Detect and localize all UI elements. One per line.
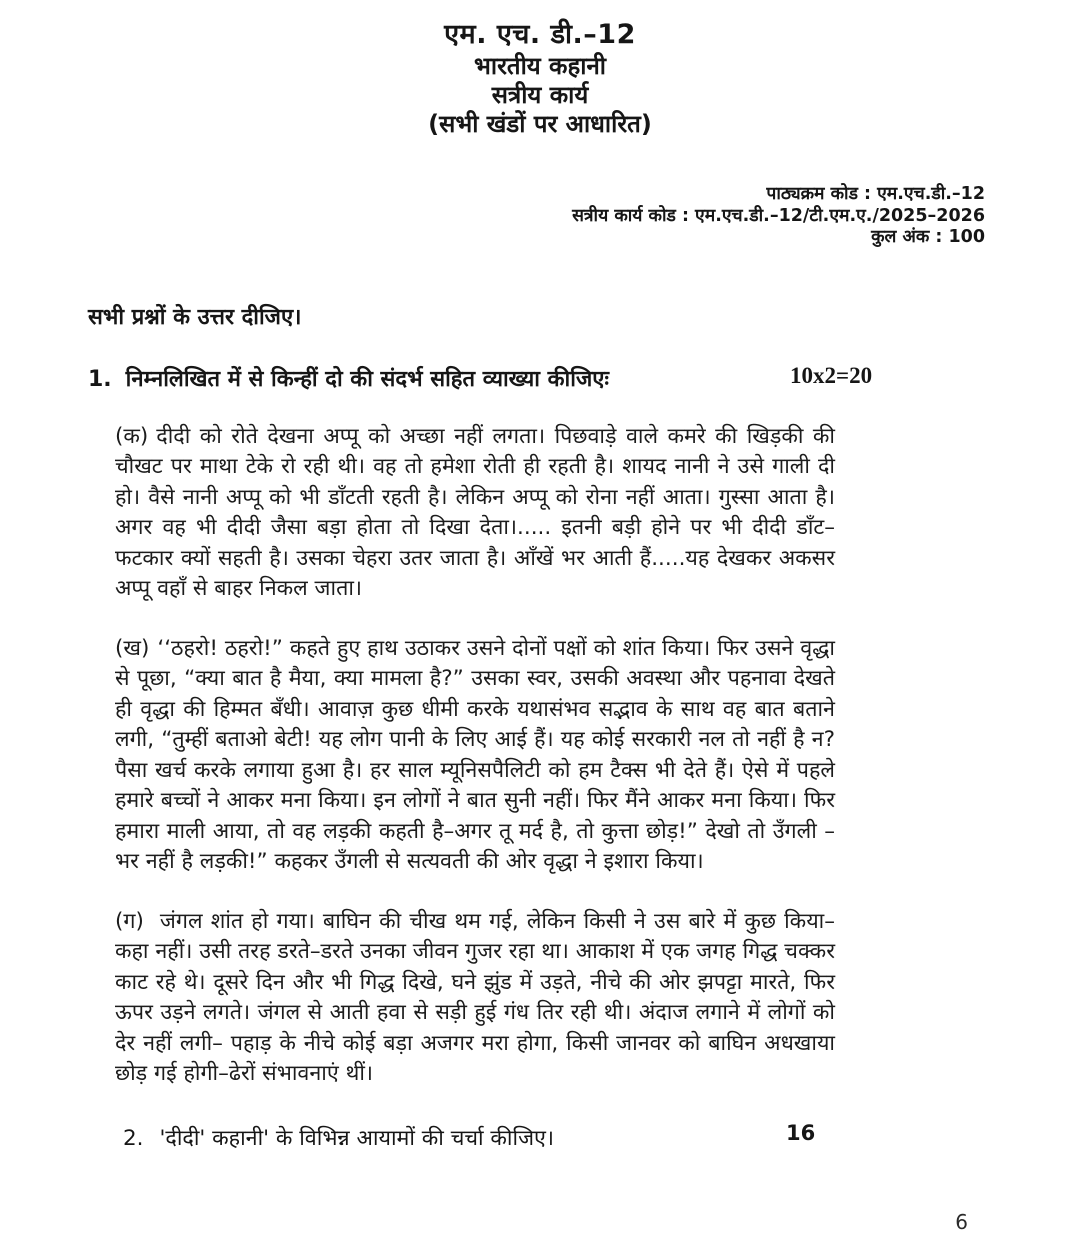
passage-ka-text: दीदी को रोते देखना अप्पू को अच्छा नहीं लगता। पिछवाड़े वाले कमरे की खिड़की की चौखट पर माथा टेके रो रही थी। वह तो हमेशा रोती ही रहती है। शायद नानी ने उसे गाली दी हो। वैसे नानी अप्पू को भी डाँटती रहती है। लेकिन अप्पू को रोना नहीं आता। गुस्सा आता है। अगर वह भी दीदी जैसा बड़ा होता तो दिखा देता।..... इतनी बड़ी होने पर भी दीदी डाँट–फटकार क्यों सहती है। उसका चेहरा उतर जाता है। आँखें भर आती हैं.....यह देखकर अकसर अप्पू वहाँ से बाहर निकल जाता। [115,423,835,601]
question-2-number: 2. [123,1125,144,1151]
passage-ka [115,422,835,605]
course-code-title: एम. एच. डी.–12 [444,19,636,50]
document-header [0,0,1080,139]
question-1-passages [115,422,835,1090]
question-1-marks: 10x2=20 [790,362,873,388]
passage-ga-label: (ग) [115,908,144,934]
page-number: 6 [955,1210,968,1234]
assignment-type: सत्रीय कार्य [491,81,589,109]
passage-kha-label: (ख) [115,635,150,661]
course-code-line: पाठ्यक्रम कोड : एम.एच.डी.–12 [766,184,985,204]
passage-kha [115,634,835,878]
passage-kha-text: ‘‘ठहरो! ठहरो!” कहते हुए हाथ उठाकर उसने दोनों पक्षों को शांत किया। फिर उसने वृद्धा से पूछा, “क्या बात है मैया, क्या मामला है?” उसका स्वर, उसकी अवस्था और पहनावा देखते ही वृद्धा की हिम्मत बँधी। आवाज़ कुछ धीमी करके यथासंभव सद्भाव के साथ वह बात बताने लगी, “तुम्हीं बताओ बेटी! यह लोग पानी के लिए आई हैं। यह कोई सरकारी नल तो नहीं है न? पैसा खर्च करके लगाया हुआ है। हर साल म्यूनिसपैलिटी को हम टैक्स भी देते हैं। ऐसे में पहले हमारे बच्चों ने आकर मना किया। इन लोगों ने बात सुनी नहीं। फिर मैंने आकर मना किया। फिर हमारा माली आया, तो वह लड़की कहती है–अगर तू मर्द है, तो कुत्ता छोड़!” देखो तो उँगली – भर नहीं है लड़की!” कहकर उँगली से सत्यवती की ओर वृद्धा ने इशारा किया। [115,635,835,874]
passage-ga [115,907,835,1090]
general-instruction: सभी प्रश्नों के उत्तर दीजिए। [88,304,302,330]
total-marks-line: कुल अंक : 100 [871,227,985,247]
assignment-code-line: सत्रीय कार्य कोड : एम.एच.डी.–12/टी.एम.ए./2025–2026 [572,205,985,226]
question-2-marks: 16 [786,1120,816,1145]
course-name: भारतीय कहानी [473,52,606,80]
question-2-text: 'दीदी' कहानी' के विभिन्न आयामों की चर्चा कीजिए। [159,1125,555,1151]
question-1-heading [88,363,992,393]
assignment-meta-block [0,184,1080,249]
passage-ga-text: जंगल शांत हो गया। बाघिन की चीख थम गई, लेकिन किसी ने उस बारे में कुछ किया–कहा नहीं। उसी तरह डरते–डरते उनका जीवन गुजर रहा था। आकाश में एक जगह गिद्ध चक्कर काट रहे थे। दूसरे दिन और भी गिद्ध दिखे, घने झुंड में उड़ते, नीचे की ओर झपट्टा मारते, फिर ऊपर उड़ने लगते। जंगल से आती हवा से सड़ी हुई गंध तिर रही थी। अंदाज लगाने में लोगों को देर नहीं लगी– पहाड़ के नीचे कोई बड़ा अजगर मरा होगा, किसी जानवर को बाघिन अधखाया छोड़ गई होगी–ढेरों संभावनाएं थीं। [115,908,835,1086]
coverage-note: (सभी खंडों पर आधारित) [428,110,652,138]
question-2-heading [123,1120,992,1152]
question-1-text: निम्नलिखित में से किन्हीं दो की संदर्भ सहित व्याख्या कीजिएः [125,366,609,392]
passage-ka-label: (क) [115,423,149,449]
question-1-number: 1. [88,366,112,392]
